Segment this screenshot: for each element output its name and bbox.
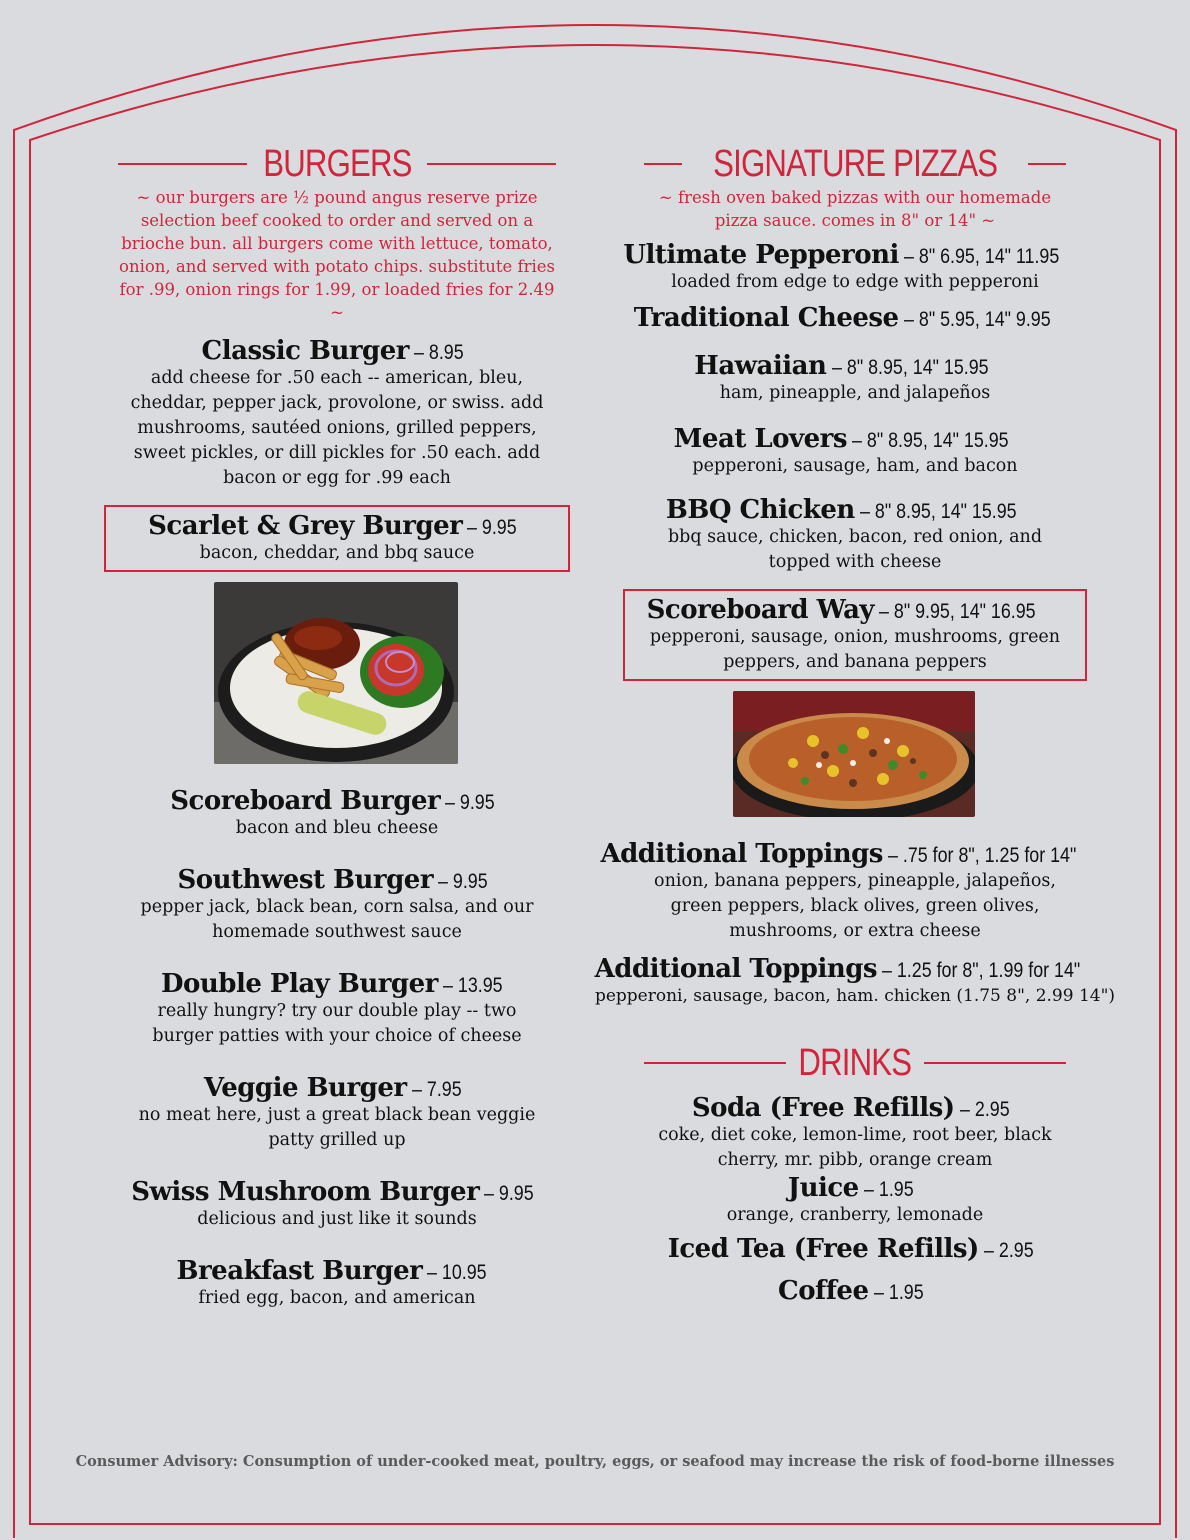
pizzas-header (630, 138, 1080, 190)
burgers-header (104, 138, 570, 190)
pizzas-description: ~ fresh oven baked pizzas with our homemade pizza sauce. comes in 8" or 14" ~ (658, 188, 1052, 230)
item-desc: bbq sauce, chicken, bacon, red onion, and topped with cheese (667, 527, 1043, 572)
item-price: – 1.25 for 8", 1.99 for 14" (882, 959, 1081, 982)
menu-item-additional-toppings-2 (565, 954, 1145, 1009)
item-desc: fried egg, bacon, and american (198, 1288, 476, 1308)
item-desc: delicious and just like it sounds (197, 1209, 477, 1229)
item-price: – 9.95 (445, 791, 495, 814)
item-name: Double Play Burger (160, 969, 438, 999)
menu-item-breakfast-burger (104, 1256, 570, 1311)
menu-item-scarlet-grey-burger (104, 505, 570, 572)
menu-item-classic-burger (104, 336, 570, 491)
item-price: – 1.95 (873, 1281, 924, 1304)
menu-item-scoreboard-burger (104, 786, 570, 841)
item-price: – 8" 9.95, 14" 16.95 (879, 600, 1036, 623)
menu-item-juice (565, 1173, 1145, 1228)
menu-item-swiss-mushroom-burger (104, 1177, 570, 1232)
menu-item-meat-lovers (565, 424, 1145, 479)
item-name: Hawaiian (694, 351, 827, 381)
item-name: Traditional Cheese (633, 303, 899, 333)
item-price: – 1.95 (863, 1178, 914, 1201)
item-desc: coke, diet coke, lemon-lime, root beer, black cherry, mr. pibb, orange cream (658, 1125, 1052, 1170)
item-name: Juice (787, 1173, 859, 1203)
item-desc: pepperoni, sausage, bacon, ham. chicken (1.75 8", 2.99 14") (594, 986, 1116, 1006)
item-desc: orange, cranberry, lemonade (726, 1205, 984, 1225)
item-price: – 2.95 (983, 1239, 1034, 1262)
item-name: Breakfast Burger (176, 1256, 423, 1286)
pizzas-title: SIGNATURE PIZZAS (712, 142, 998, 185)
item-desc: no meat here, just a great black bean veggie patty grilled up (138, 1105, 536, 1150)
item-name: Additional Toppings (600, 839, 883, 869)
drinks-header (630, 1037, 1080, 1089)
item-name: Iced Tea (Free Refills) (667, 1234, 979, 1264)
menu-item-hawaiian (565, 351, 1145, 406)
item-desc: onion, banana peppers, pineapple, jalapeños, green peppers, black olives, green olives, mushrooms, or extra cheese (654, 871, 1056, 941)
item-price: – 9.95 (484, 1182, 534, 1205)
item-desc: pepper jack, black bean, corn salsa, and our homemade southwest sauce (140, 897, 534, 942)
item-price: – 10.95 (427, 1261, 487, 1284)
menu-item-veggie-burger (104, 1073, 570, 1153)
item-name: Meat Lovers (673, 424, 847, 454)
item-name: Scarlet & Grey Burger (148, 511, 463, 541)
item-desc: add cheese for .50 each -- american, bleu, cheddar, pepper jack, provolone, or swiss. add mushrooms, sautéed onions, grilled peppers, sweet pickles, or dill pickles for .50 each. add bacon or egg for .99 each (130, 368, 544, 488)
item-name: Soda (Free Refills) (691, 1093, 955, 1123)
menu-item-southwest-burger (104, 865, 570, 945)
item-name: Coffee (778, 1276, 869, 1306)
consumer-advisory: Consumer Advisory: Consumption of under-cooked meat, poultry, eggs, or seafood may increase the risk of food-borne illnesses (75, 1453, 1115, 1470)
pizzas-section (565, 138, 1145, 1306)
menu-item-bbq-chicken (565, 495, 1145, 575)
item-name: BBQ Chicken (665, 495, 855, 525)
item-price: – 8" 8.95, 14" 15.95 (852, 429, 1009, 452)
burger-photo (214, 582, 458, 764)
item-price: – 7.95 (411, 1078, 462, 1101)
item-price: – 8" 5.95, 14" 9.95 (903, 308, 1051, 331)
item-name: Ultimate Pepperoni (623, 240, 899, 270)
item-price: – .75 for 8", 1.25 for 14" (888, 844, 1077, 867)
item-name: Additional Toppings (594, 954, 878, 984)
menu-item-iced-tea (565, 1234, 1145, 1264)
item-name: Scoreboard Burger (170, 786, 441, 816)
burgers-title: BURGERS (262, 142, 412, 185)
menu-item-scoreboard-way (623, 589, 1087, 681)
item-desc: bacon and bleu cheese (235, 818, 439, 838)
item-desc: loaded from edge to edge with pepperoni (671, 272, 1039, 292)
burgers-section (104, 138, 570, 1311)
item-desc: ham, pineapple, and jalapeños (719, 383, 991, 403)
menu-item-soda (565, 1093, 1145, 1173)
item-name: Swiss Mushroom Burger (131, 1177, 480, 1207)
item-name: Veggie Burger (203, 1073, 407, 1103)
item-desc: pepperoni, sausage, ham, and bacon (692, 456, 1018, 476)
item-price: – 8" 6.95, 14" 11.95 (903, 245, 1060, 268)
menu-item-traditional-cheese (565, 303, 1145, 333)
item-price: – 9.95 (438, 870, 488, 893)
pizza-photo (733, 691, 975, 817)
item-desc: bacon, cheddar, and bbq sauce (199, 543, 475, 563)
item-name: Scoreboard Way (646, 595, 875, 625)
drinks-title: DRINKS (798, 1041, 912, 1084)
item-price: – 2.95 (959, 1098, 1010, 1121)
item-price: – 13.95 (442, 974, 503, 997)
item-desc: really hungry? try our double play -- two burger patties with your choice of cheese (152, 1001, 522, 1046)
item-name: Classic Burger (201, 336, 409, 366)
burgers-description: ~ our burgers are ½ pound angus reserve prize selection beef cooked to order and served on a brioche bun. all burgers come with lettuce, tomato, onion, and served with potato chips. substitute fries for .99, onion rings for 1.99, or loaded fries for 2.49 ~ (119, 188, 555, 322)
item-name: Southwest Burger (177, 865, 434, 895)
item-price: – 8.95 (414, 341, 464, 364)
item-price: – 9.95 (467, 516, 518, 539)
item-price: – 8" 8.95, 14" 15.95 (831, 356, 989, 379)
menu-item-double-play-burger (104, 969, 570, 1049)
item-price: – 8" 8.95, 14" 15.95 (859, 500, 1017, 523)
menu-item-additional-toppings-1 (565, 839, 1145, 944)
menu-item-ultimate-pepperoni (565, 240, 1145, 295)
menu-item-coffee (565, 1276, 1145, 1306)
item-desc: pepperoni, sausage, onion, mushrooms, green peppers, and banana peppers (649, 627, 1061, 672)
